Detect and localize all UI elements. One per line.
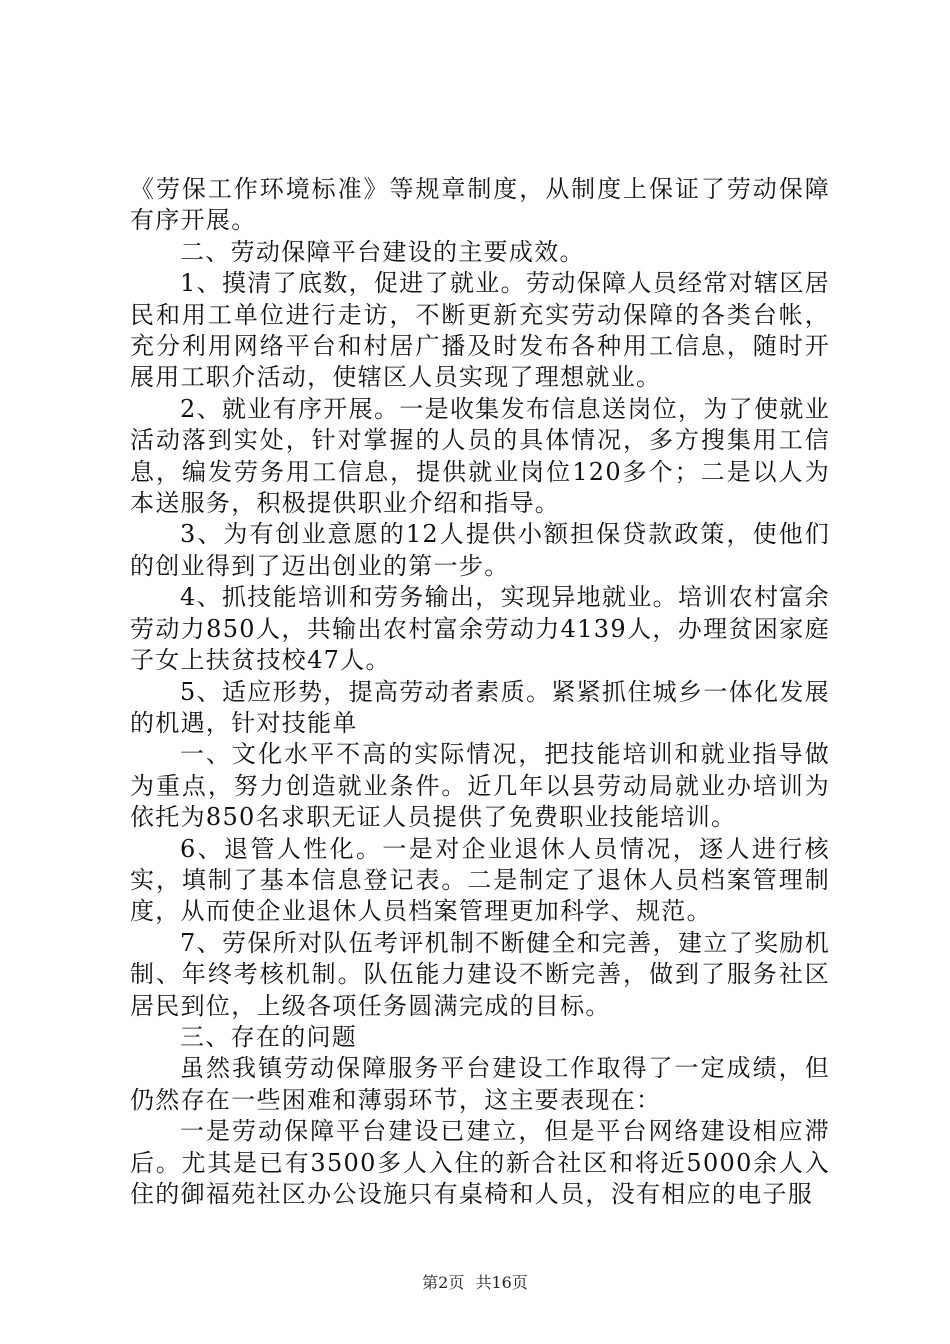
- page-footer: [0, 1270, 950, 1293]
- paragraph-problem-1: 一是劳动保障平台建设已建立，但是平台网络建设相应滞后。尤其是已有3500多人入住的新合社区和将近5000余人入住的御福苑社区办公设施只有桌椅和人员，没有相应的电子服: [130, 1117, 830, 1208]
- paragraph-item-5-continued: 一、文化水平不高的实际情况，把技能培训和就业指导做为重点，努力创造就业条件。近几年以县劳动局就业办培训为依托为850名求职无证人员提供了免费职业技能培训。: [130, 740, 830, 832]
- paragraph-item-3: 3、为有创业意愿的12人提供小额担保贷款政策，使他们的创业得到了迈出创业的第一步。: [130, 520, 830, 580]
- section-heading-problems: 三、存在的问题: [180, 1022, 358, 1051]
- page-total: 共16页: [475, 1273, 528, 1292]
- paragraph-item-1: 1、摸清了底数，促进了就业。劳动保障人员经常对辖区居民和用工单位进行走访，不断更新充实劳动保障的各类台帐，充分利用网络平台和村居广播及时发布各种用工信息，随时开展用工职介活动，使辖区人员实现了理想就业。: [130, 269, 830, 392]
- paragraph-problems-intro: 虽然我镇劳动保障服务平台建设工作取得了一定成绩，但仍然存在一些困难和薄弱环节，这主要表现在：: [130, 1054, 830, 1114]
- page-number: 第2页: [422, 1273, 465, 1292]
- document-body: [130, 174, 830, 1210]
- paragraph-continuation: 《劳保工作环境标准》等规章制度，从制度上保证了劳动保障有序开展。: [130, 175, 830, 235]
- paragraph-item-6: 6、退管人性化。一是对企业退休人员情况，逐人进行核实，填制了基本信息登记表。二是制定了退休人员档案管理制度，从而使企业退休人员档案管理更加科学、规范。: [130, 834, 830, 926]
- paragraph-item-4: 4、抓技能培训和劳务输出，实现异地就业。培训农村富余劳动力850人，共输出农村富余劳动力4139人，办理贫困家庭子女上扶贫技校47人。: [130, 583, 830, 675]
- section-heading-achievements: 二、劳动保障平台建设的主要成效。: [180, 237, 585, 266]
- paragraph-item-2: 2、就业有序开展。一是收集发布信息送岗位，为了使就业活动落到实处，针对掌握的人员的具体情况，多方搜集用工信息，编发劳务用工信息，提供就业岗位120多个；二是以人为本送服务，积极提供职业介绍和指导。: [130, 394, 830, 518]
- paragraph-item-7: 7、劳保所对队伍考评机制不断健全和完善，建立了奖励机制、年终考核机制。队伍能力建设不断完善，做到了服务社区居民到位，上级各项任务圆满完成的目标。: [130, 928, 830, 1020]
- paragraph-item-5: 5、适应形势，提高劳动者素质。紧紧抓住城乡一体化发展的机遇，针对技能单: [130, 677, 830, 737]
